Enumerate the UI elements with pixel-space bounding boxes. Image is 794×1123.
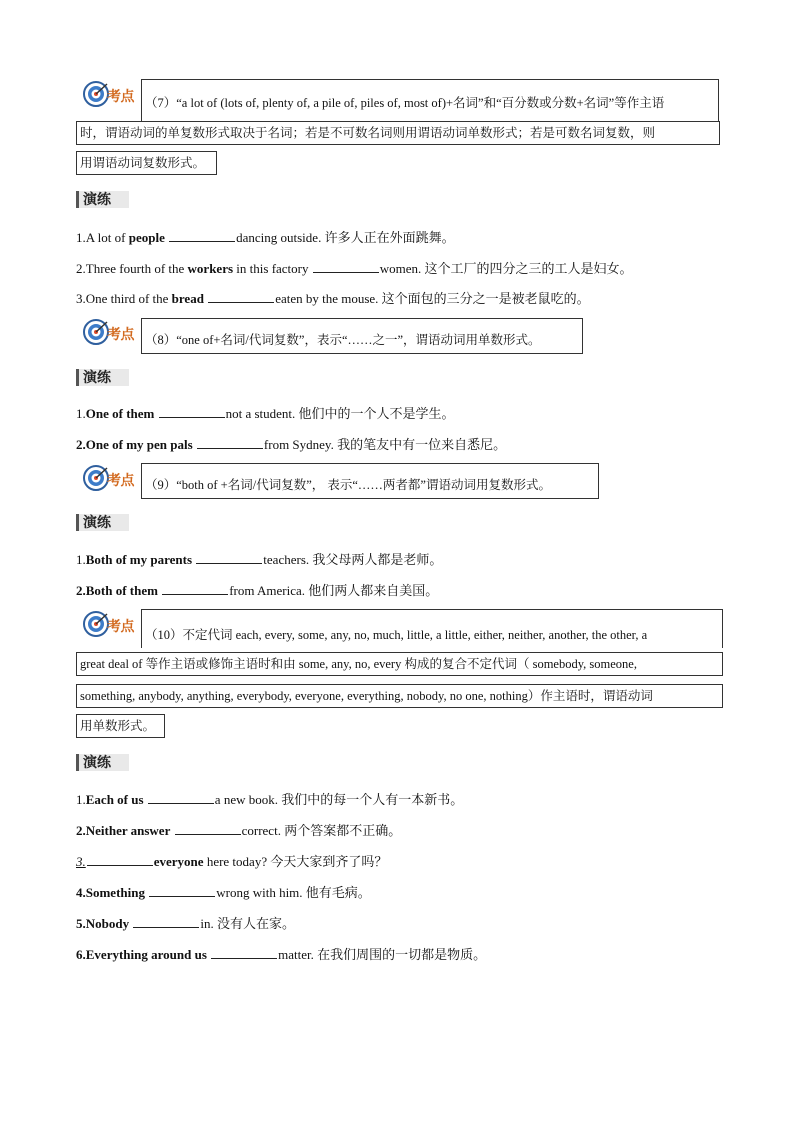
exercise-item: 2.Both of them from America. 他们两人都来自美国。 [76, 583, 439, 598]
rule-text: （9）“both of +名词/代词复数”， 表示“……两者都”谓语动词用复数形式。 [145, 478, 551, 492]
answer-blank[interactable] [169, 230, 235, 242]
practice-label [76, 752, 126, 772]
rule-box-8 [141, 318, 583, 354]
exercise-item: 3. everyone here today? 今天大家到齐了吗？ [76, 854, 388, 869]
rule-box-10-line2 [76, 652, 723, 676]
rule-text: great deal of 等作主语或修饰主语时和由 some, any, no, every 构成的复合不定代词（ somebody, someone, [80, 657, 637, 671]
rule-box-10-line4 [76, 714, 165, 738]
answer-blank[interactable] [162, 583, 228, 595]
kaodian-label: 考点 [107, 619, 134, 635]
exercise-item: 4.Something wrong with him. 他有毛病。 [76, 885, 371, 900]
rule-text: （7）“a lot of (lots of, plenty of, a pile of, piles of, most of)+名词”和“百分数或分数+名词”等作主语 [145, 96, 665, 110]
kaodian-label: 考点 [107, 89, 134, 105]
exercise-item: 1.A lot of people dancing outside. 许多人正在外面跳舞。 [76, 230, 455, 245]
exercise-item: 2.One of my pen pals from Sydney. 我的笔友中有一位来自悉尼。 [76, 437, 507, 452]
practice-label [76, 189, 126, 209]
exercise-item: 5.Nobody in. 没有人在家。 [76, 916, 295, 931]
rule-box-7-line3 [76, 151, 217, 175]
practice-label [76, 512, 126, 532]
target-icon [83, 319, 109, 345]
rule-box-7-line1 [141, 79, 719, 126]
answer-blank[interactable] [87, 854, 153, 866]
answer-blank[interactable] [159, 406, 225, 418]
rule-box-10-line1 [141, 609, 723, 648]
answer-blank[interactable] [211, 947, 277, 959]
practice-label [76, 367, 126, 387]
rule-text: something, anybody, anything, everybody, everyone, everything, nobody, no one, nothing）作主语时，谓语动词 [80, 689, 653, 703]
answer-blank[interactable] [197, 437, 263, 449]
practice-text: 演练 [83, 192, 111, 208]
exercise-item: 1.Both of my parents teachers. 我父母两人都是老师。 [76, 552, 443, 567]
practice-text: 演练 [83, 755, 111, 771]
kaodian-logo [80, 318, 138, 348]
exercise-item: 1.One of them not a student. 他们中的一个人不是学生。 [76, 406, 455, 421]
exercise-item: 2.Neither answer correct. 两个答案都不正确。 [76, 823, 402, 838]
answer-blank[interactable] [196, 552, 262, 564]
kaodian-logo [80, 80, 138, 110]
rule-text: （8）“one of+名词/代词复数”，表示“……之一”，谓语动词用单数形式。 [145, 333, 541, 347]
answer-blank[interactable] [148, 792, 214, 804]
rule-box-9 [141, 463, 599, 499]
exercise-item: 6.Everything around us matter. 在我们周围的一切都是物质。 [76, 947, 487, 962]
exercise-item: 2.Three fourth of the workers in this factory women. 这个工厂的四分之三的工人是妇女。 [76, 261, 633, 276]
rule-text: 用单数形式。 [80, 719, 156, 733]
target-icon [83, 465, 109, 491]
practice-text: 演练 [83, 515, 111, 531]
rule-text: 用谓语动词复数形式。 [80, 156, 206, 170]
rule-text: （10）不定代词 each, every, some, any, no, much, little, a little, either, neither, another, the other, a [145, 628, 648, 642]
kaodian-logo [80, 610, 138, 640]
answer-blank[interactable] [313, 261, 379, 273]
target-icon [83, 611, 109, 637]
rule-box-10-line3 [76, 684, 723, 708]
exercise-item: 3.One third of the bread eaten by the mouse. 这个面包的三分之一是被老鼠吃的。 [76, 291, 590, 306]
target-icon [83, 81, 109, 107]
answer-blank[interactable] [175, 823, 241, 835]
answer-blank[interactable] [149, 885, 215, 897]
answer-blank[interactable] [133, 916, 199, 928]
answer-blank[interactable] [208, 291, 274, 303]
rule-box-7-line2 [76, 121, 720, 145]
rule-text: 时，谓语动词的单复数形式取决于名词；若是不可数名词则用谓语动词单数形式；若是可数名词复数，则 [80, 126, 656, 140]
practice-text: 演练 [83, 370, 111, 386]
kaodian-logo [80, 464, 138, 494]
exercise-item: 1.Each of us a new book. 我们中的每一个人有一本新书。 [76, 792, 464, 807]
kaodian-label: 考点 [107, 327, 134, 343]
kaodian-label: 考点 [107, 473, 134, 489]
